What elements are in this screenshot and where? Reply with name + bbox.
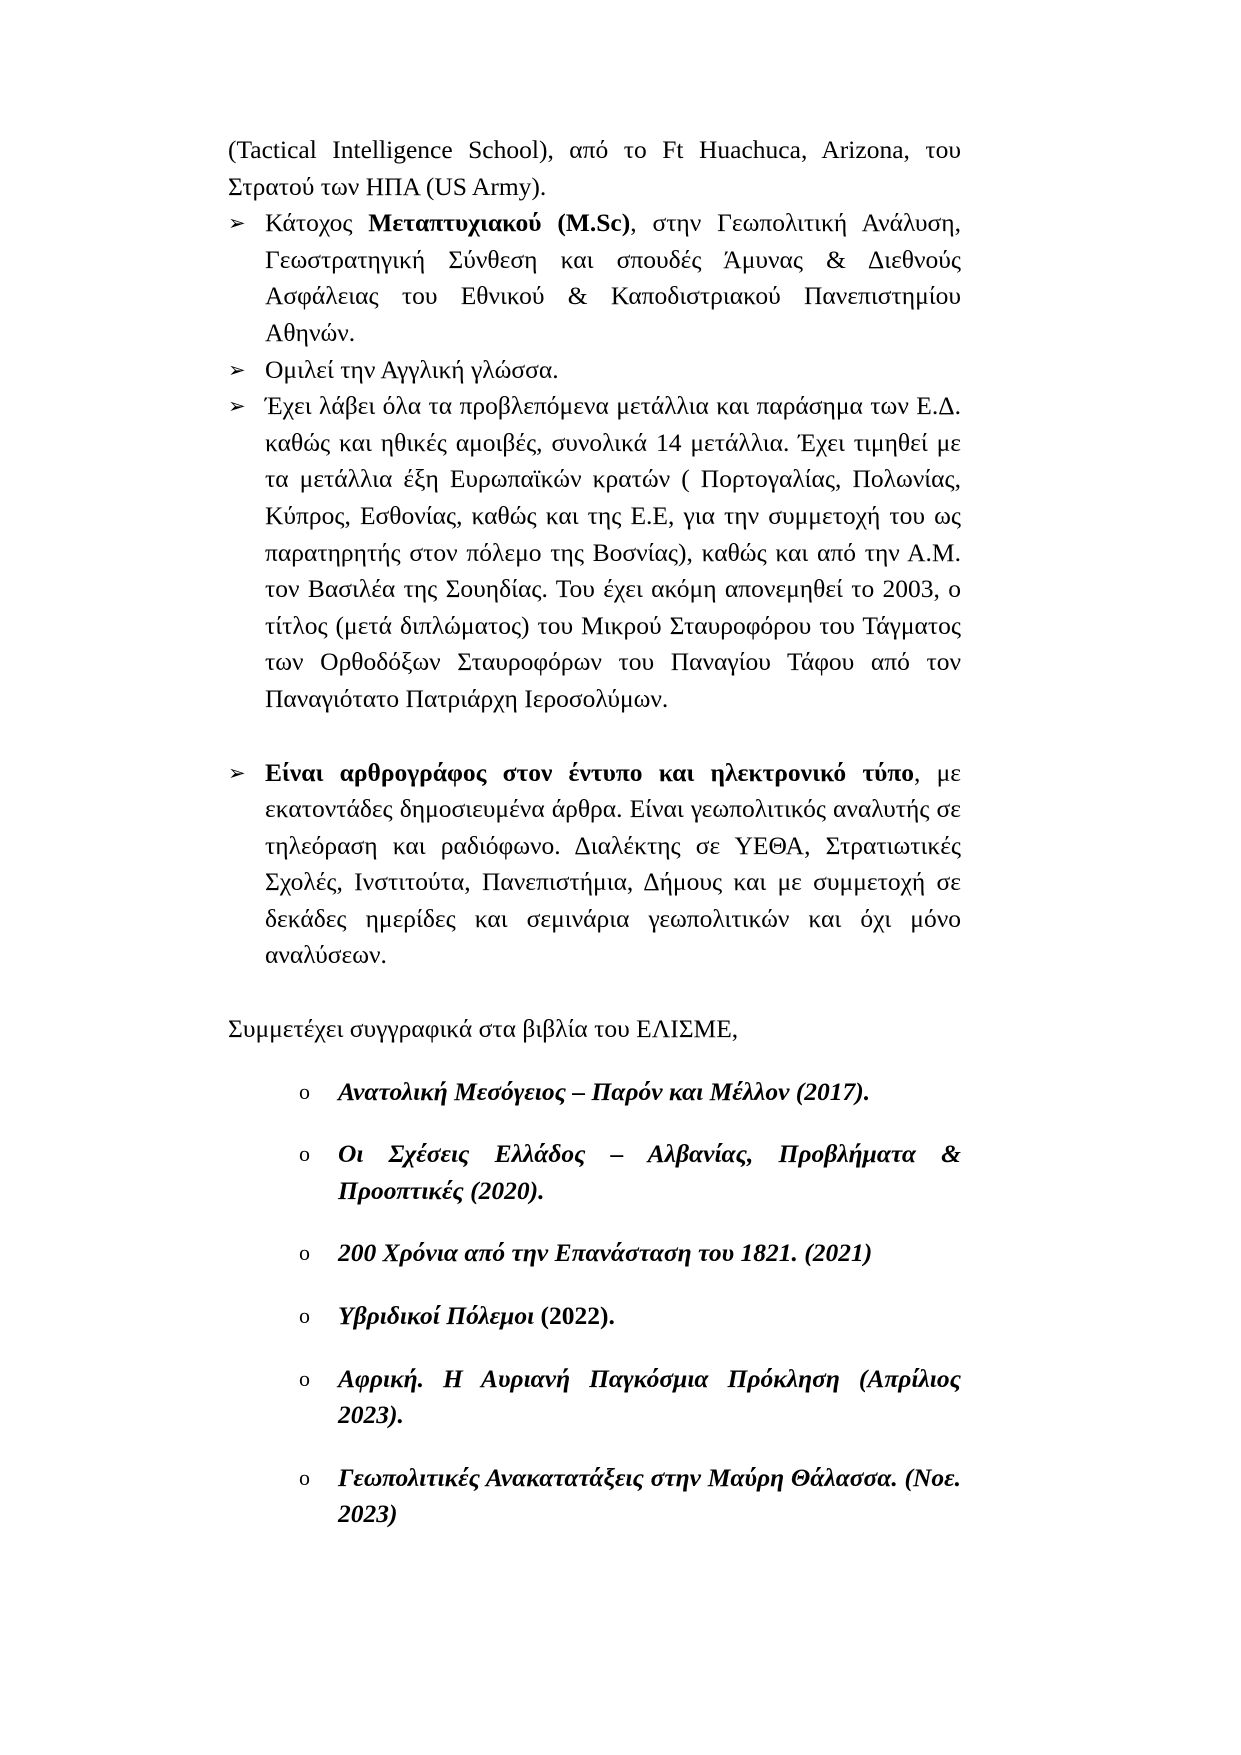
journalist-bold-lead: Είναι αρθρογράφος στον έντυπο και ηλεκτρονικό τύπο [265,757,915,787]
arrow-bullet-icon: ➢ [228,211,246,236]
bullet-item-medals [228,388,961,717]
list-item [266,1136,961,1209]
list-item [266,1361,961,1434]
book-title: 200 Χρόνια από την Επανάσταση του 1821. (2021) [338,1238,873,1268]
book-title: Οι Σχέσεις Ελλάδος – Αλβανίας, Προβλήματα & Προοπτικές (2020). [338,1139,961,1205]
books-list [228,1074,961,1533]
document-body [228,132,961,1533]
bullet-item-journalist [228,755,961,975]
paragraph-spacer [228,974,961,1011]
arrow-bullet-icon: ➢ [228,394,246,419]
msc-lead-bold: Μεταπτυχιακού (M.Sc) [368,208,631,238]
circle-bullet-icon: o [299,1240,310,1266]
circle-bullet-icon: o [299,1464,310,1490]
books-intro-paragraph: Συμμετέχει συγγραφικά στα βιβλία του ΕΛΙΣΜΕ, [228,1014,739,1044]
book-title: Υβριδικοί Πόλεμοι [338,1301,541,1331]
book-title-suffix: (2022). [540,1301,615,1331]
bullet-text [265,208,961,347]
journalist-rest: , με εκατοντάδες δημοσιευμένα άρθρα. Είναι γεωπολιτικός αναλυτής σε τηλεόραση και ραδιόφωνο. Διαλέκτης σε ΥΕΘΑ, Στρατιωτικές Σχολές, Ινστιτούτα, Πανεπιστήμια, Δήμους και με συμμετοχή σε δεκάδες ημερίδες και σεμινάρια γεωπολιτικών και όχι μόνο αναλύσεων. [265,757,961,970]
circle-bullet-icon: o [299,1141,310,1167]
paragraph-spacer [228,718,961,755]
bullet-item-msc [228,205,961,351]
book-title: Γεωπολιτικές Ανακατατάξεις στην Μαύρη Θάλασσα. (Νοε. 2023) [338,1462,961,1529]
circle-bullet-icon: o [299,1365,310,1391]
list-item [266,1074,961,1111]
book-title: Ανατολική Μεσόγειος – Παρόν και Μέλλον (2017). [338,1076,871,1106]
list-item [266,1460,961,1533]
arrow-bullet-icon: ➢ [228,760,246,785]
intro-continuation-paragraph: (Tactical Intelligence School), από το Ft Huachuca, Arizona, του Στρατού των ΗΠΑ (US Army). [228,135,961,201]
list-item [266,1298,961,1335]
bullet-text: Έχει λάβει όλα τα προβλεπόμενα μετάλλια και παράσημα των Ε.Δ. καθώς και ηθικές αμοιβές, συνολικά 14 μετάλλια. Έχει τιμηθεί με τα μετάλλια έξη Ευρωπαϊκών κρατών ( Πορτογαλίας, Πολωνίας, Κύπρος, Εσθονίας, καθώς και της Ε.Ε, για την συμμετοχή του ως παρατηρητής στον πόλεμο της Βοσνίας), καθώς και από την Α.Μ. τον Βασιλέα της Σουηδίας. Του έχει ακόμη απονεμηθεί το 2003, ο τίτλος (μετά διπλώματος) του Μικρού Σταυροφόρου του Τάγματος των Ορθοδόξων Σταυροφόρων του Παναγίου Τάφου από τον Παναγιότατο Πατριάρχη Ιεροσολύμων. [265,391,961,713]
bullet-text: Ομιλεί την Αγγλική γλώσσα. [265,354,559,384]
circle-bullet-icon: o [299,1078,310,1104]
msc-rest: , στην Γεωπολιτική Ανάλυση, Γεωστρατηγική Σύνθεση και σπουδές Άμυνας & Διεθνούς Ασφάλειας του Εθνικού & Καποδιστριακού Πανεπιστημίου Αθηνών. [265,208,961,347]
book-title: Αφρική. Η Αυριανή Παγκόσμια Πρόκληση (Απρίλιος 2023). [338,1363,961,1430]
arrow-bullet-icon: ➢ [228,357,246,382]
bullet-text [265,758,961,970]
msc-lead-plain: Κάτοχος [265,208,369,238]
circle-bullet-icon: o [299,1303,310,1329]
bullet-item-english [228,352,961,389]
list-item [266,1235,961,1272]
